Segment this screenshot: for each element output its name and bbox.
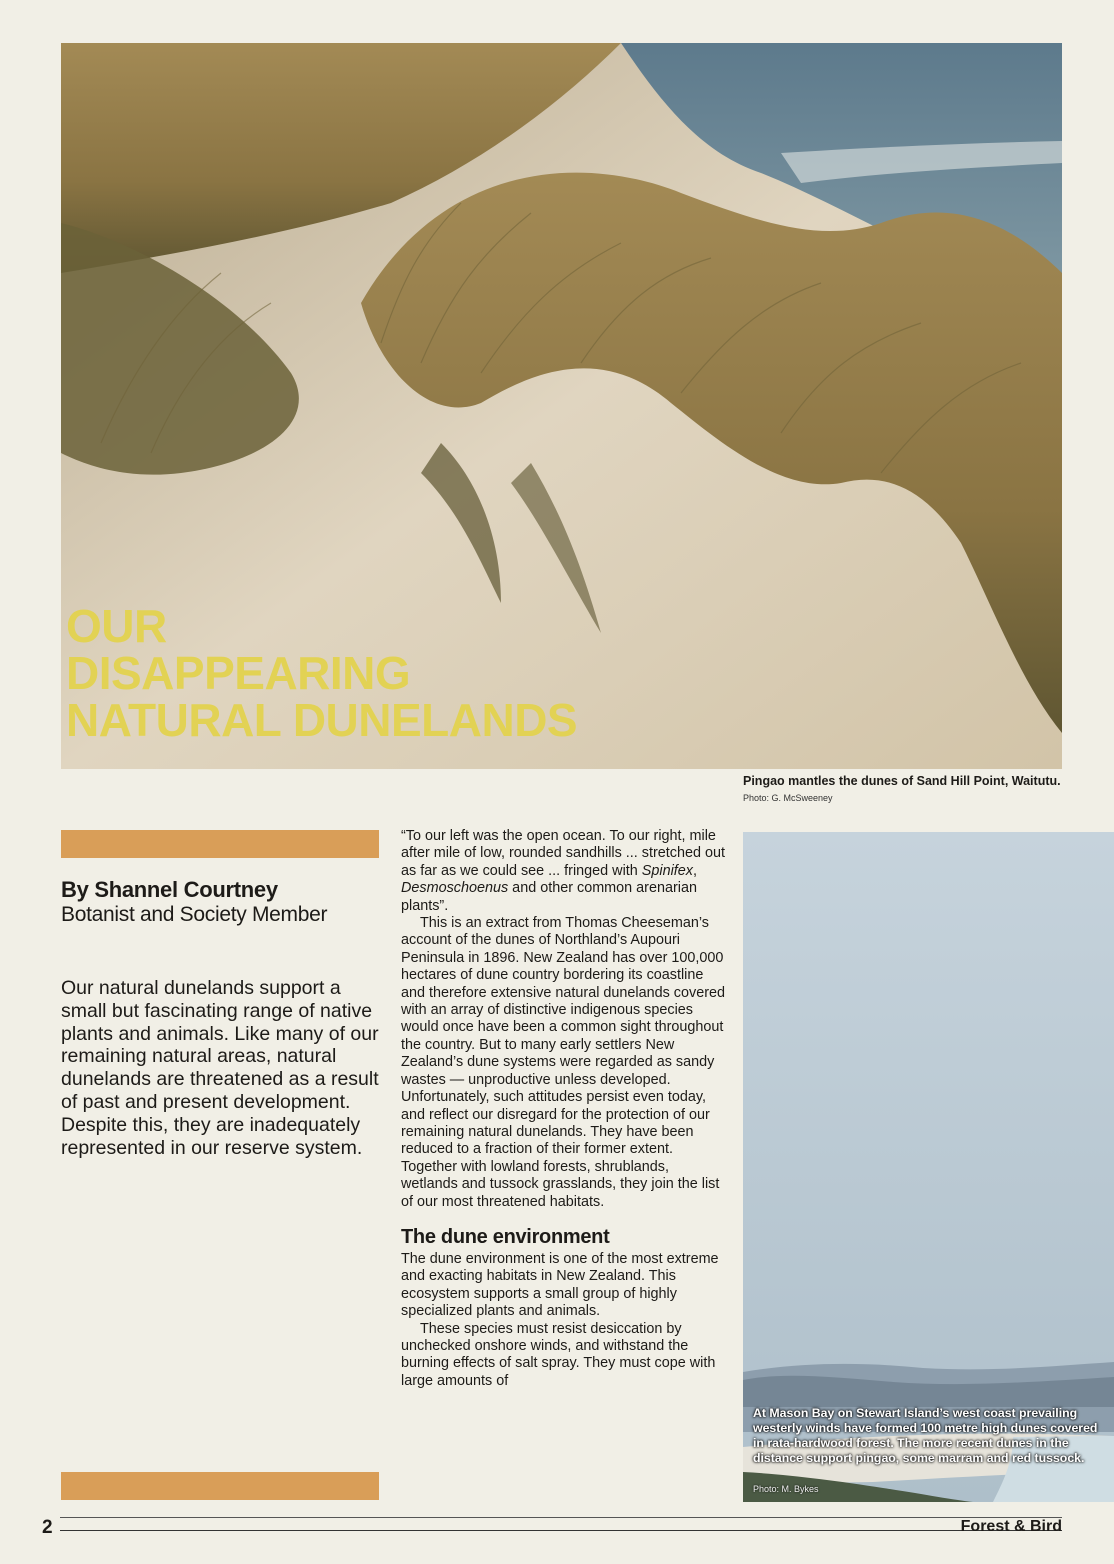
page-number: 2 <box>42 1517 53 1538</box>
mason-bay-illustration <box>743 832 1114 1502</box>
quote-paragraph <box>401 828 726 915</box>
quote-species-1: Spinifex <box>641 862 693 879</box>
accent-bar-bottom <box>61 1472 379 1500</box>
author-name: By Shannel Courtney <box>61 877 278 902</box>
body-paragraph-4: These species must resist desiccation by unchecked onshore winds, and withstand the burning effects of salt spray. They must cope with large amounts of <box>401 1320 716 1389</box>
side-photo-credit: Photo: M. Bykes <box>753 1484 819 1494</box>
intro-paragraph: Our natural dunelands support a small but fascinating range of native plants and animals. Like many of our remaining natural areas, natural dunelands are threatened as a result of past and present development. Despite this, they are inadequately represented in our reserve system. <box>61 977 379 1159</box>
byline <box>61 877 391 927</box>
hero-caption <box>743 774 1073 803</box>
magazine-name: Forest & Bird <box>960 1518 1062 1535</box>
quote-text-b: , <box>692 862 697 879</box>
body-paragraph-2: This is an extract from Thomas Cheeseman’s account of the dunes of Northland’s Aupouri Peninsula in 1896. New Zealand has over 100,000 hectares of dune country bordering its coastline and therefore extensive natural dunelands covered with an array of distinctive indigenous species would once have been a common sight throughout the country. But to many early settlers New Zealand’s dune systems were regarded as sandy wastes — unproductive unless developed. Unfortunately, such attitudes persist even today, and reflect our disregard for the protection of our remaining natural dunelands. They have been reduced to a fraction of their former extent. Together with lowland forests, shrublands, wetlands and tussock grasslands, they join the list of our most threatened habitats. <box>401 915 726 1210</box>
body-paragraph-3: The dune environment is one of the most extreme and exacting habitats in New Zealand. This ecosystem supports a small group of highly specialized plants and animals. <box>401 1250 719 1320</box>
hero-photo-credit: Photo: G. McSweeney <box>743 793 833 803</box>
footer-rule-top <box>60 1517 1062 1518</box>
article-body <box>401 828 726 1390</box>
quote-text-c: and other common arenarian plants”. <box>401 880 697 914</box>
accent-bar-top <box>61 830 379 858</box>
section-heading: The dune environment <box>401 1225 610 1248</box>
quote-text-a: “To our left was the open ocean. To our right, mile after mile of low, rounded sandhills ... stretched out as far as we could see ... fringed with <box>401 828 725 879</box>
quote-species-2: Desmoschoenus <box>401 880 509 897</box>
author-role: Botanist and Society Member <box>61 903 328 926</box>
side-caption-text: At Mason Bay on Stewart Island’s west coast prevailing westerly winds have formed 100 metre high dunes covered in rata-hardwood forest. The more recent dunes in the distance support pingao, some marram and red tussock. <box>753 1406 1098 1465</box>
hero-caption-text: Pingao mantles the dunes of Sand Hill Point, Waitutu. <box>743 774 1061 788</box>
side-photo <box>743 832 1114 1502</box>
hero-photo <box>61 43 1062 769</box>
article-title: OUR DISAPPEARING NATURAL DUNELANDS <box>66 600 578 746</box>
footer-rule <box>60 1530 1062 1531</box>
